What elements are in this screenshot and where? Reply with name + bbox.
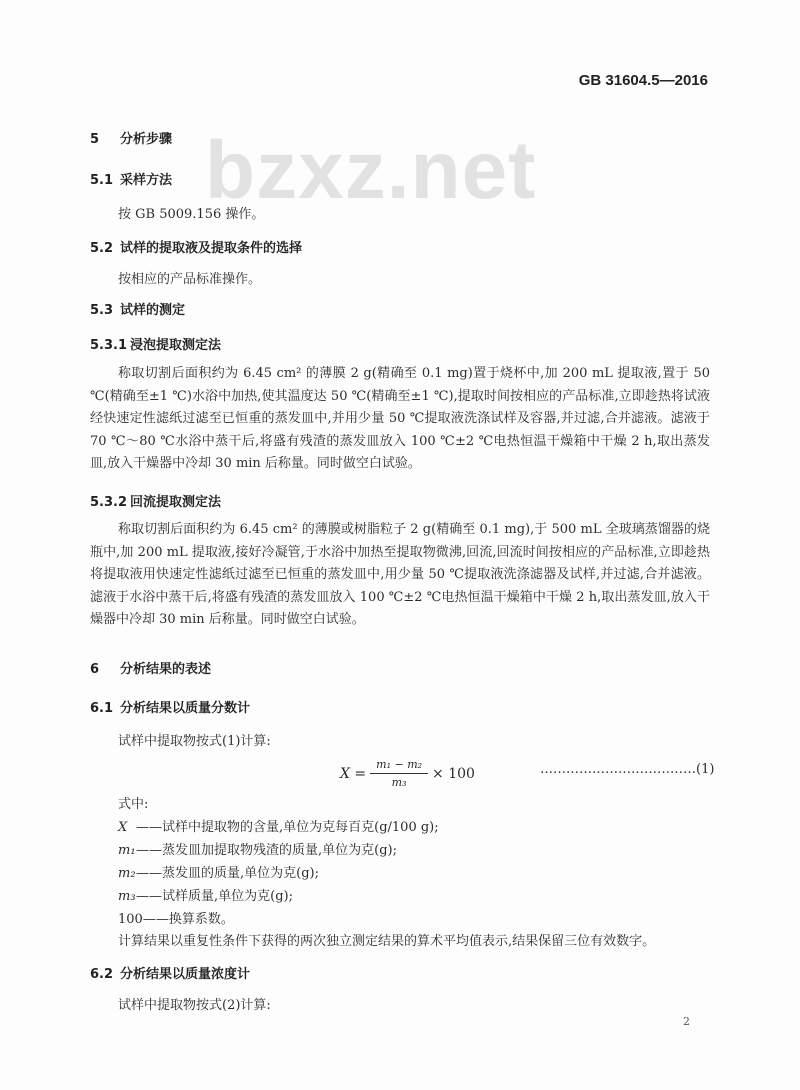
where-note: 计算结果以重复性条件下获得的两次独立测定结果的算术平均值表示,结果保留三位有效数字。 (118, 934, 656, 949)
heading-5-3-number: 5.3 (90, 303, 114, 318)
formula-1 (340, 758, 475, 789)
page-number: 2 (683, 1015, 690, 1028)
text-5-2: 按相应的产品标准操作。 (118, 272, 262, 287)
heading-5-3-2 (90, 491, 221, 510)
heading-5-3-2-number: 5.3.2 (90, 495, 128, 510)
heading-6-2-title: 分析结果以质量浓度计 (120, 967, 251, 982)
where-item-x (118, 816, 439, 835)
heading-5-number: 5 (90, 132, 100, 147)
formula-1-multiplier: × 100 (432, 765, 475, 782)
heading-6-2-number: 6.2 (90, 967, 114, 982)
where-item-m3-desc: ——试样质量,单位为克(g); (136, 889, 293, 904)
where-item-x-desc: ——试样中提取物的含量,单位为克每百克(g/100 g); (136, 820, 439, 835)
heading-5-3-1 (90, 334, 221, 353)
heading-6-1 (90, 697, 250, 716)
heading-6-1-title: 分析结果以质量分数计 (120, 701, 251, 716)
heading-5-3-1-title: 浸泡提取测定法 (130, 338, 222, 353)
heading-5-3 (90, 299, 185, 318)
heading-5-3-1-number: 5.3.1 (90, 338, 128, 353)
heading-6-number: 6 (90, 662, 100, 677)
heading-5-1-title: 采样方法 (120, 173, 173, 188)
standard-number: GB 31604.5—2016 (578, 72, 708, 89)
paragraph-5-3-1 (90, 363, 710, 476)
text-5-1: 按 GB 5009.156 操作。 (118, 207, 265, 222)
heading-5-2-title: 试样的提取液及提取条件的选择 (120, 241, 303, 256)
where-item-m3-symbol: m₃ (118, 889, 136, 904)
formula-1-lhs: X = (340, 765, 367, 782)
where-item-m1-symbol: m₁ (118, 843, 136, 858)
where-item-m3 (118, 885, 293, 904)
heading-6-2 (90, 963, 250, 982)
heading-5-title: 分析步骤 (120, 132, 173, 147)
heading-5-3-2-title: 回流提取测定法 (130, 495, 222, 510)
text-6-2-intro: 试样中提取物按式(2)计算: (118, 998, 271, 1013)
where-label: 式中: (118, 797, 149, 812)
formula-1-fraction (370, 758, 428, 789)
watermark: bzxz.net (205, 125, 537, 216)
heading-5-1-number: 5.1 (90, 173, 114, 188)
where-item-x-symbol: X (118, 820, 128, 835)
heading-5 (90, 128, 172, 147)
paragraph-5-3-2-text: 称取切割后面积约为 6.45 cm² 的薄膜或树脂粒子 2 g(精确至 0.1 mg),于 500 mL 全玻璃蒸馏器的烧瓶中,加 200 mL 提取液,接好冷凝管,于水浴中加热至提取物微沸,回流,回流时间按相应的产品标准,立即趁热将提取液用快速定性滤纸过滤至已恒重的蒸发皿中,用少量 50 ℃提取液洗涤滤器及试样,并过滤,合并滤液。滤液于水浴中蒸干后,将盛有残渣的蒸发皿放入 100 ℃±2 ℃电热恒温干燥箱中干燥 2 h,取出蒸发皿,放入干燥器中冷却 30 min 后称量。同时做空白试验。 (90, 522, 710, 627)
paragraph-5-3-1-text: 称取切割后面积约为 6.45 cm² 的薄膜 2 g(精确至 0.1 mg)置于烧杯中,加 200 mL 提取液,置于 50 ℃(精确至±1 ℃)水浴中加热,使其温度达 50 ℃(精确至±1 ℃),提取时间按相应的产品标准,立即趁热将试液经快速定性滤纸过滤至已恒重的蒸发皿中,并用少量 50 ℃提取液洗涤试样及容器,并过滤,合并滤液。滤液于 70 ℃～80 ℃水浴中蒸干后,将盛有残渣的蒸发皿放入 100 ℃±2 ℃电热恒温干燥箱中干燥 2 h,取出蒸发皿,放入干燥器中冷却 30 min 后称量。同时做空白试验。 (90, 366, 710, 471)
where-item-m2-desc: ——蒸发皿的质量,单位为克(g); (136, 866, 319, 881)
where-item-m2-symbol: m₂ (118, 866, 136, 881)
where-item-100 (118, 908, 234, 927)
heading-5-2 (90, 237, 302, 256)
heading-6-title: 分析结果的表述 (120, 662, 212, 677)
heading-5-1 (90, 169, 172, 188)
heading-5-2-number: 5.2 (90, 241, 114, 256)
heading-6-1-number: 6.1 (90, 701, 114, 716)
where-item-100-desc: ——换算系数。 (142, 912, 234, 927)
where-item-m2 (118, 862, 319, 881)
text-6-1-intro: 试样中提取物按式(1)计算: (118, 734, 271, 749)
paragraph-5-3-2 (90, 519, 710, 632)
where-item-100-symbol: 100 (118, 912, 143, 927)
heading-6 (90, 658, 211, 677)
heading-5-3-title: 试样的测定 (120, 303, 186, 318)
where-item-m1 (118, 839, 397, 858)
formula-1-numerator: m₁ − m₂ (370, 758, 428, 774)
formula-1-denominator: m₃ (391, 776, 407, 789)
formula-1-number: ………………………………(1) (540, 762, 715, 777)
where-item-m1-desc: ——蒸发皿加提取物残渣的质量,单位为克(g); (136, 843, 397, 858)
